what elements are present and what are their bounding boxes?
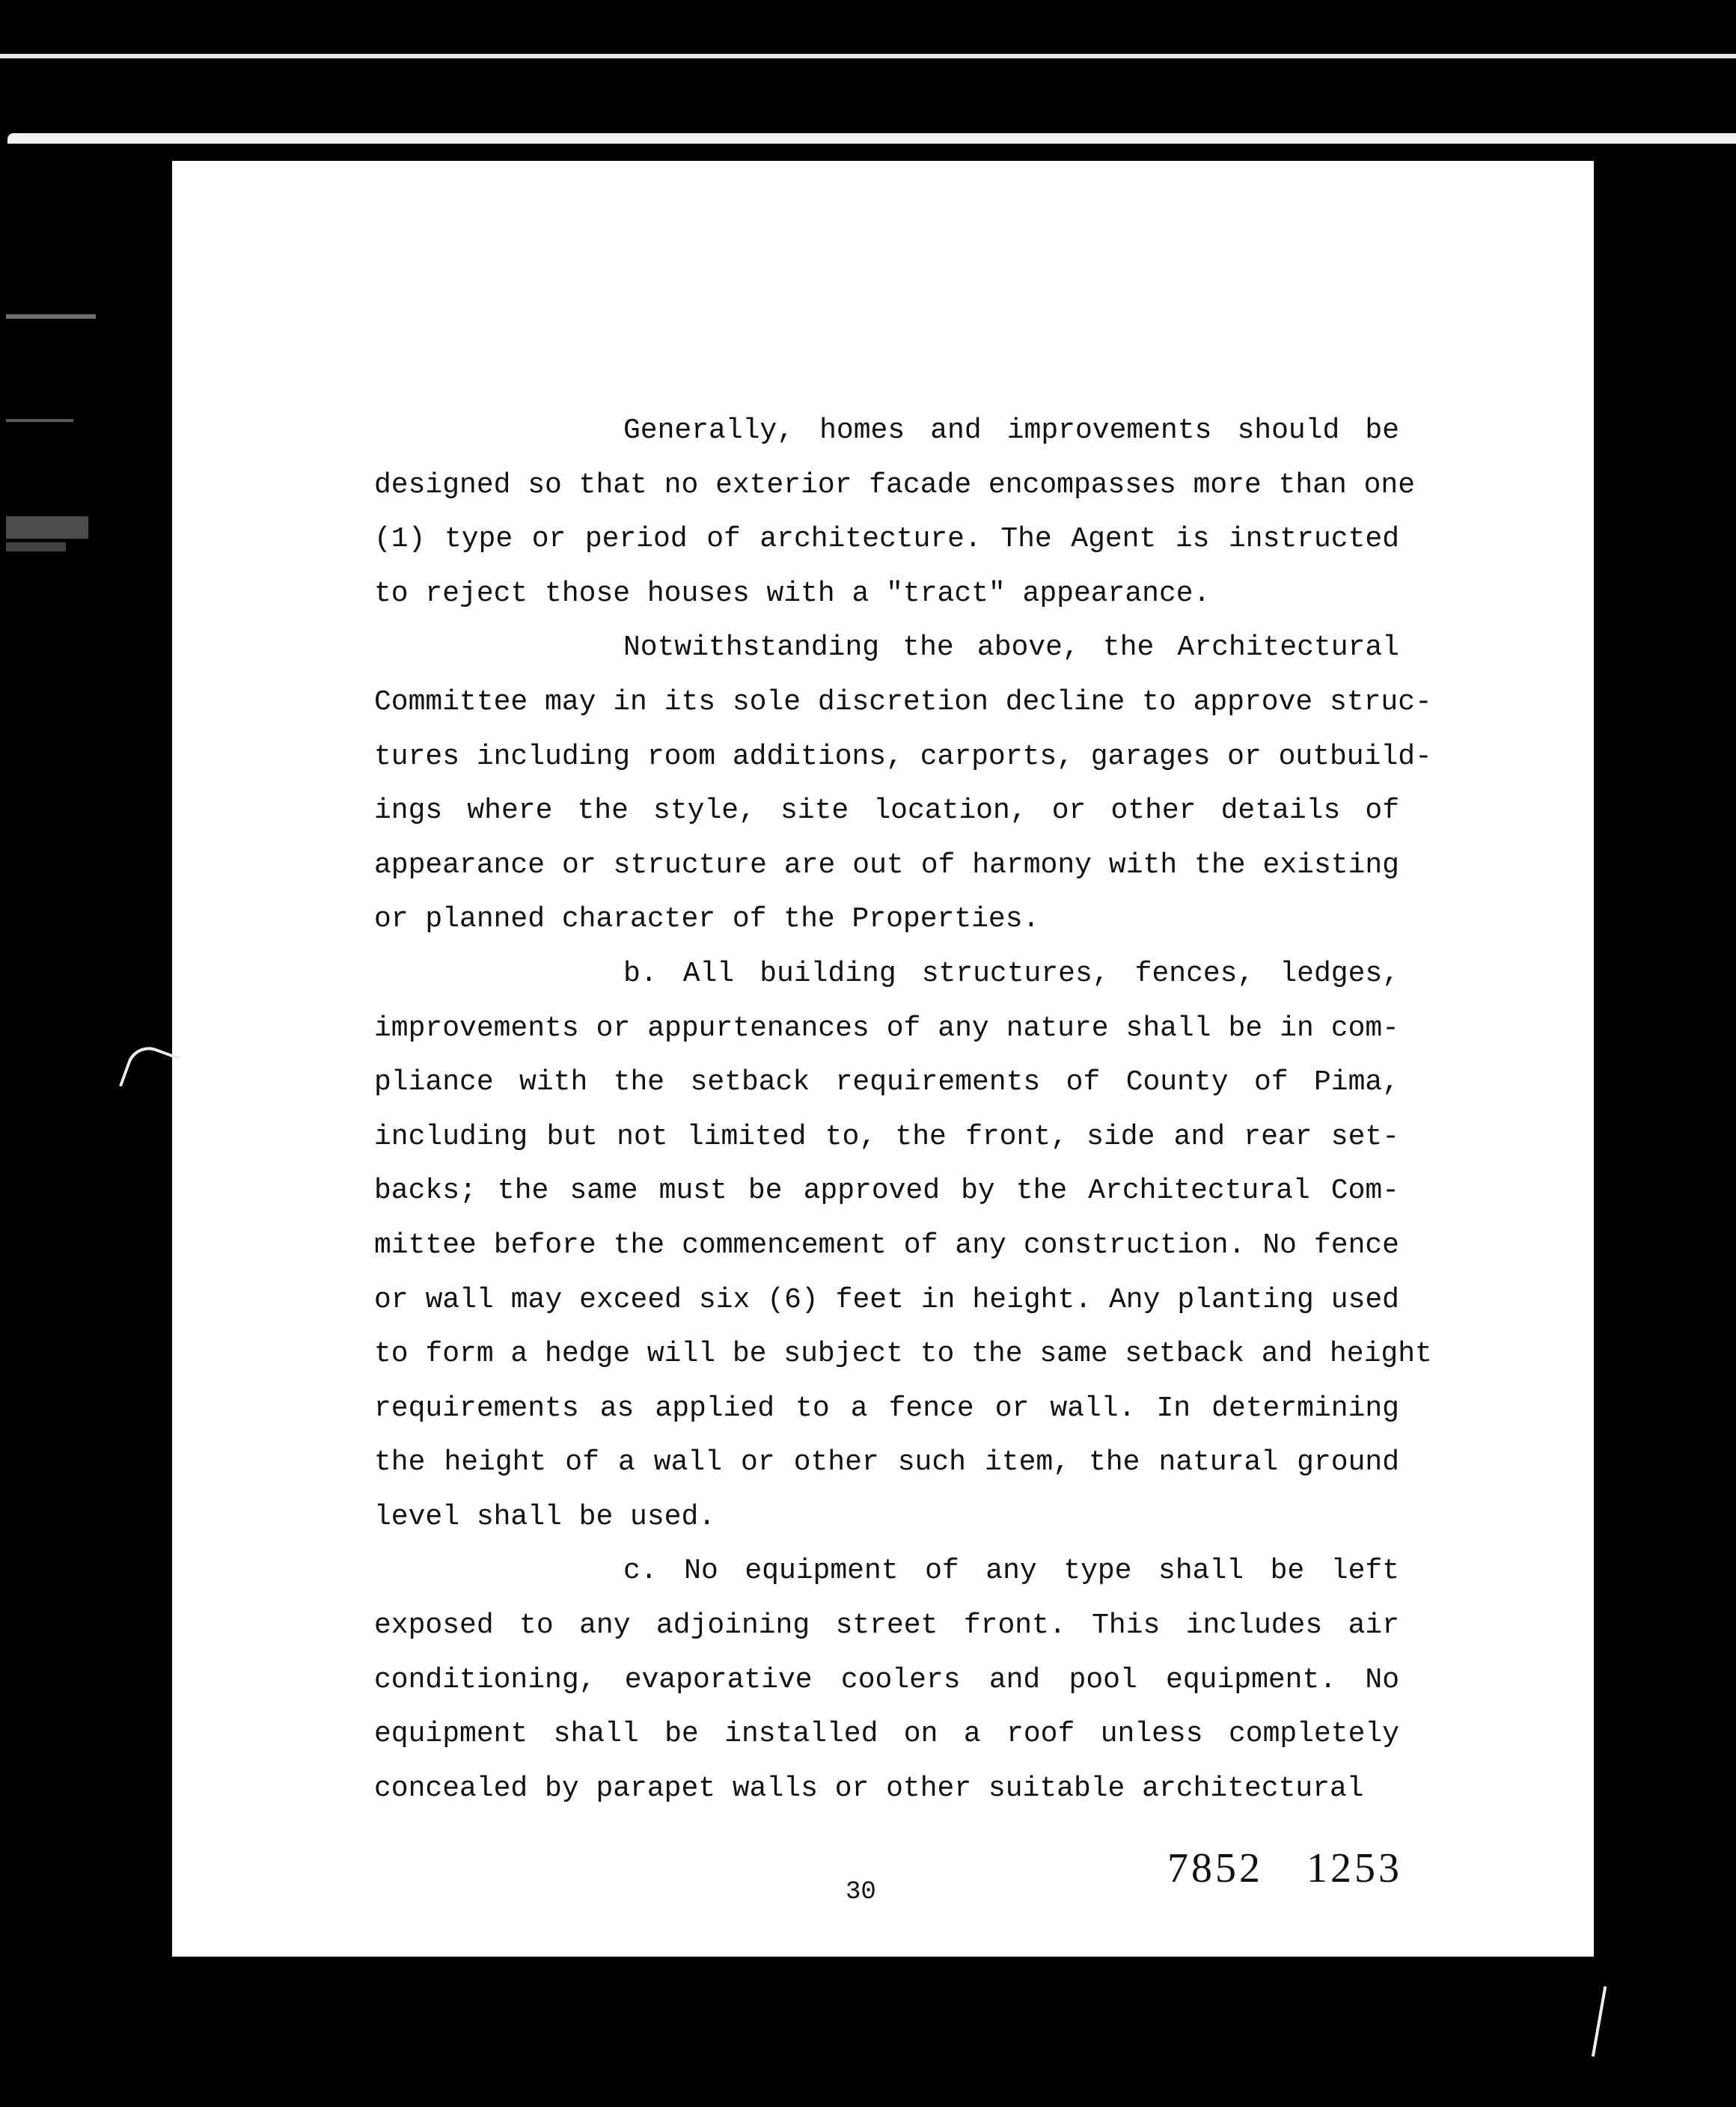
paragraph <box>374 404 1416 621</box>
paragraph <box>374 621 1432 947</box>
document-reference-number: 7852 1253 <box>1167 1845 1402 1892</box>
document-page <box>172 161 1594 1957</box>
text-line: mittee before the commencement of any construction. No fence <box>374 1229 1399 1262</box>
paragraph <box>374 947 1432 1545</box>
margin-pen-mark <box>1592 1987 1614 2058</box>
text-line: ings where the style, site location, or other details of <box>374 795 1399 828</box>
scan-artifact <box>6 419 73 422</box>
scan-edge-upper <box>7 133 1736 144</box>
text-line: to form a hedge will be subject to the same setback and height <box>374 1338 1432 1371</box>
text-line: designed so that no exterior facade encompasses more than one <box>374 468 1416 501</box>
text-line: equipment shall be installed on a roof unless completely <box>374 1718 1399 1751</box>
text-line: (1) type or period of architecture. The Agent is instructed <box>374 523 1399 556</box>
scan-artifact <box>6 542 66 551</box>
text-line: pliance with the setback requirements of County of Pima, <box>374 1066 1399 1099</box>
text-line: Notwithstanding the above, the Architectural <box>623 632 1399 664</box>
paragraph <box>374 1544 1399 1816</box>
margin-pen-mark <box>119 1041 180 1102</box>
text-line: requirements as applied to a fence or wall. In determining <box>374 1392 1399 1425</box>
scan-edge-top <box>0 54 1736 58</box>
scan-artifact <box>6 516 88 539</box>
text-line: concealed by parapet walls or other suitable architectural <box>374 1772 1364 1805</box>
text-line: c. No equipment of any type shall be left <box>623 1555 1399 1588</box>
text-line: or planned character of the Properties. <box>374 903 1040 936</box>
text-line: conditioning, evaporative coolers and pool equipment. No <box>374 1663 1399 1696</box>
text-line: b. All building structures, fences, ledges, <box>623 957 1399 990</box>
text-line: including but not limited to, the front, side and rear set- <box>374 1120 1399 1153</box>
text-line: to reject those houses with a "tract" appearance. <box>374 577 1211 610</box>
scan-artifact <box>6 314 96 319</box>
text-line: appearance or structure are out of harmony with the existing <box>374 848 1399 881</box>
text-line: exposed to any adjoining street front. This includes air <box>374 1609 1399 1642</box>
document-body <box>374 404 1432 1816</box>
text-line: Generally, homes and improvements should be <box>623 415 1399 447</box>
page-number: 30 <box>846 1878 876 1906</box>
text-line: backs; the same must be approved by the Architectural Com- <box>374 1175 1399 1208</box>
text-line: improvements or appurtenances of any nature shall be in com- <box>374 1012 1399 1045</box>
text-line: Committee may in its sole discretion decline to approve struc- <box>374 685 1432 718</box>
text-line: level shall be used. <box>374 1500 716 1533</box>
text-line: or wall may exceed six (6) feet in height. Any planting used <box>374 1283 1399 1316</box>
text-line: the height of a wall or other such item, the natural ground <box>374 1446 1399 1479</box>
text-line: tures including room additions, carports, garages or outbuild- <box>374 740 1432 773</box>
